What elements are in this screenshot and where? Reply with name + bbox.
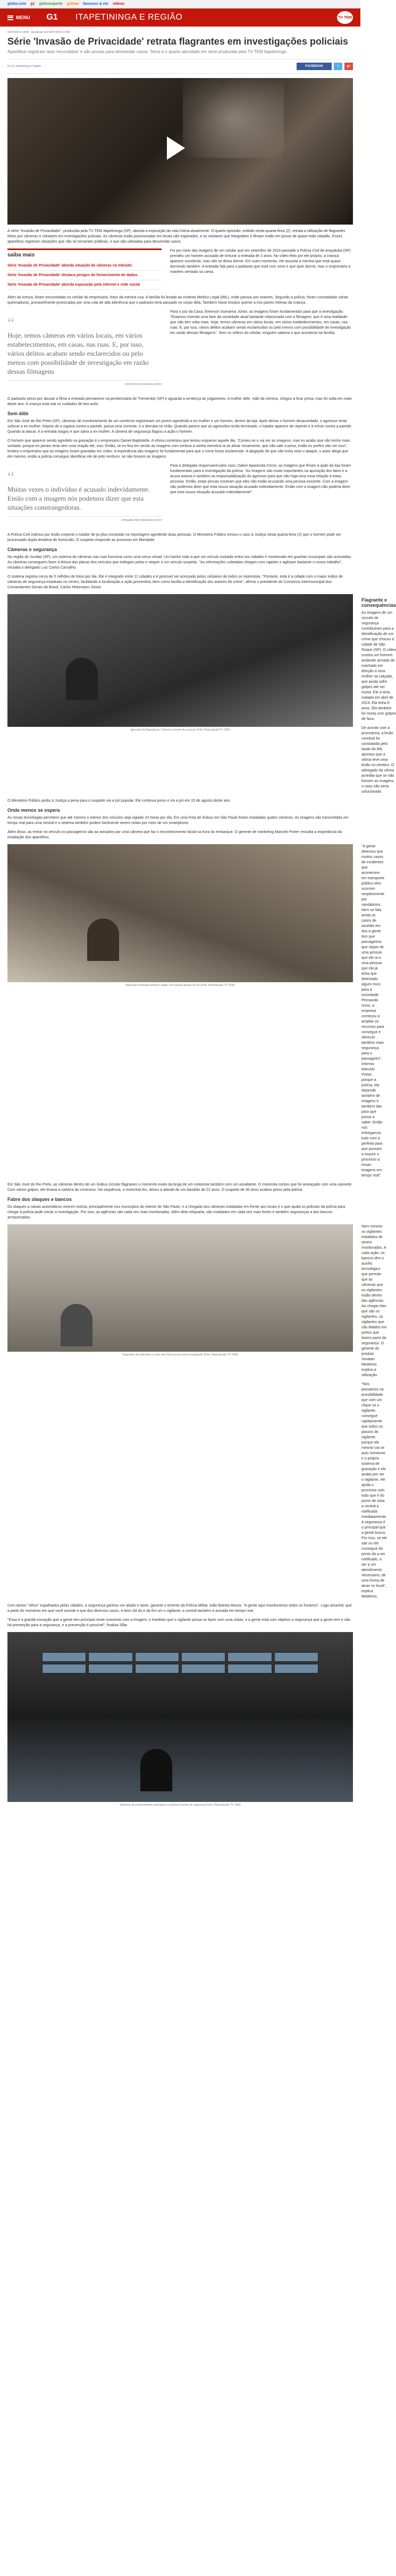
photo-bancos-caption: Flagrantes de explosões a caixa são fortes provas para investigação (Foto: Reprodução/ TV TEM) [122, 1353, 238, 1356]
menu-label: MENU [16, 15, 30, 20]
topbar-videos-link[interactable]: vídeos [112, 2, 125, 6]
topbar-globo-link[interactable]: globo.com [7, 2, 27, 6]
quote-text-1: Hoje, temos câmeras em vários locais, em vários estabelecimentos, em casas, nas ruas. E, por isso, vários delitos acabam sendo esclarecidos ou pelo menos com possibilidade de investigação em razão dessas filmagens [7, 331, 149, 375]
quote-block-2 [7, 467, 162, 527]
article [0, 27, 396, 1807]
photo-central [7, 1632, 353, 1807]
paragraph-sem-alibi-3: A Polícia Civil indiciou por lesão corporal o lutador de jiu-jitsu mostrado na reportagem agredindo duas pessoas. O Ministério Público enviou o caso à Justiça nesta quarta-feira (2) que o homem pode ser processado dupla tentativa de homicídio. O suspeito responde ao processo em liberdade. [7, 533, 341, 542]
byline: Do G1 Itapetininga e Região [7, 65, 41, 68]
menu-button[interactable] [7, 15, 39, 20]
photo-bancos [7, 1224, 353, 1603]
paragraph-aracatuba: Foi por meio das imagens de um celular que em setembro de 2014 passado a Polícia Civil de Araçatuba (SP) prendeu um homem acusado de torturar a enteada de 2 anos. No vídeo feito por ele próprio, a criança aparece sonolenta, mas não se deixa dormir. Em outro momento, ele assusta a menina que está quase dormindo também. A enteada fala para o padrasto que está com sono e que quer dormir, mas o empresário a mantém sentada na cama. [170, 249, 351, 274]
video-player[interactable] [7, 78, 353, 225]
side-column-5 [361, 844, 384, 1182]
topbar-famosos-link[interactable]: famosos & etc [83, 2, 108, 6]
heading-fabre: Fabre dos olaques e bancos [7, 1197, 72, 1202]
photo-central-image [7, 1632, 353, 1802]
quote-author-2: Delegada Dalice Aparecida Ceron [7, 516, 162, 522]
person-silhouette [66, 658, 98, 700]
video-light [183, 78, 284, 158]
paragraph-cameras-2: O sistema registra cerca de 5 milhões de fotos por dia. Ele é integrado entre 11 cidades e é possível ser acessado pelos celulares de todos os motoristas. "Portanto, está é a cidade com o maior índice de câmeras de segurança estaduais no centro, facilitando a localização a ação preventiva, bem como facilita a identificação dos autores de crime", afirma o presidente do Consórcio Intermunicipal dos Comandantes Gerais da Brasil, Carlos Heitzmann Júnior. [7, 575, 343, 589]
paragraph-tremembe: O padrasto preso por abusar a filma a enteada permanece na penitenciária de Tremembé (SP) e aguarda a sentença do julgamento. A mulher dele, mãe da menina, chegou a ficar presa, mas foi solta em maio deste ano. A criança está sob os cuidados de tios-avôs. [7, 397, 352, 406]
share-buttons [297, 63, 353, 70]
photo-onibus-image [7, 844, 353, 982]
side-column-2 [170, 310, 353, 397]
header [0, 8, 360, 27]
quote-block-1 [7, 313, 162, 391]
section-quote-1 [7, 310, 353, 397]
quote-medeiros: "Nós passamos na possibilidade que com um clique só o vigilante, consegue rapidamente que todos os passos do vigilante, porque ele mesmo vai se auto monitorar e o próprio sistema de gravação e ele acaba por ser o vigilante, ele ajuda o processo com todo que é do ponto de vista a central a notificada imediatamente. A segurança é o principal que a gente busca. Por isso, se ele sair ou ele conseguir do ponto da a ser notificado, a ser a um atendimento necessário, de uma forma de atuar no local", explica Medeiros. [361, 1383, 387, 1599]
byline-row [7, 59, 353, 74]
paragraph-sem-alibi-2: O homem que aparece sendo agredido na gravação é o empresário Daniel Baptistella. A vítima comentou que tentou esquecer aquele dia. "Comeu-se o vai ver as imagens, mas eu acabo que não tenho mais vontade, porque eu jamais teria nem uma reação ele, isso. Então, se eu fica em vendo as imagens com certeza a minha memória ia se ativar novamente, que não vale a pena, então eu prefiro não ver isso", lembra o empresário que as imagens foram gravadas em vídeo. A importância das imagens foi fundamental para que o crime fosse esclarecido. A alegação de que não tinha visto o ataque, o autor alega que ele mesmo, então a polícia consegue identificar ele de jeito nenhum, se não fossem as imagens. [7, 439, 350, 459]
topbar-globoesporte-link[interactable]: globoesporte [39, 2, 63, 6]
photo-agressao-caption: Agressão foi flagrada por Câmera e homem ficou preso (Foto: Reprodução/TV TEM) [130, 728, 230, 732]
section-saiba-mais [7, 248, 353, 295]
quote-mark-icon: “ [7, 468, 15, 486]
paragraph-delegada: Para a delegada responsável pelo caso, Dalice Aparecida Ceron, as imagens que flmam a ação da loja foram fundamentais para a investigação da polícia. "As imagens são muito importantes na apuração dos fatos e a acusa autoria e também na responsabilização do agressor para que não haja uma nova relação a estas pessoas. Então, estas provas mostram que eles não estão acusando uma pessoa inocente. Com a imagem não podemos dizer que esta souza situação acusado indevidamente. Então com a imagem não poderia dizer que esta souza situação acusado indevidamente". [170, 464, 351, 494]
topbar-gshow-link[interactable]: gshow [66, 2, 79, 6]
saiba-mais-title: saiba mais [7, 252, 35, 258]
topbar [0, 0, 360, 8]
heading-flagrante: Flagrante e consequências [361, 597, 396, 608]
saiba-mais-box [7, 248, 162, 290]
side-column-6 [361, 1224, 387, 1603]
paragraph-onde-menos-2: Além disso, as entrar no veículo os passageiros são ao avisados por uma câmera que faz o reconhecimento facial na hora do embarque. O gerente de marketing Marcelo Porter ressalta a importância da instalação dos aparelhos. [7, 830, 342, 839]
article-subtitle: Aparelhos registram atos 'escondidos' e são provas para desvendar casos. Tema é o quarto abordado em série produzida pela TV TEM Itapetininga. [7, 49, 288, 54]
paragraph-sao-roque: As imagens de um circuito de segurança contribuíram para a identificação de um crime que chocou a cidade de São Roque (SP). O vídeo mostra um homem andando armado de machado em direção a uma mulher na calçada, que ainda sofre golpes até ser morta. Ele a teria matado em abril de 2014. Ela tinha 6 anos. Ela também foi morta com golpes de faca. [361, 611, 396, 721]
paragraph-vigilantes: Nem mesmo os vigilantes esbatidos de serem monitorados. A cada ação, os bancos têm o auxílio tecnológico que permite que as câmeras que os vigilantes estão dentro das agências. Ao chegar elas que são os vigilantes, os vigilantes que são falados em portos que fazem parte da segurança. O gerente do produto Jonatan Medeiros explica a utilização. [361, 1225, 387, 1377]
photo-agressao [7, 594, 353, 798]
photo-agressao-image [7, 594, 353, 727]
saiba-mais-link-1[interactable]: Série 'Invasão de Privacidade' aborda situação de câmeras no trânsito [7, 261, 162, 271]
paragraph-cameras-1: No região de Jundiaí (SP), um sistema de câmeras nas ruas funciona como uma cerca virtual. Um banho rodo a que um veículo roubado entra nos cidades é monitorado em guaritas municipais são acionadas. As câmeras conseguem fazer a leitura das placas dos veículos que trafegam pelas e sequer o um veículo suspeito. "As informações coletadas chegam com rapidez e agilizam bastante o nosso trabalho", ressalta o delegado Luiz Carlos Carvalho. [7, 555, 352, 570]
paragraph-onde-menos-1: As novas tecnologias permitem que até mesmo o interior dos veículos seja vigiado 24 horas por dia. Em uma frota de ônibus em São Paulo foram instaladas quatro câmeras. As imagens são transmitidas em tempo real para uma central e o sistema também podem facilmente serem vistas por meio de um smartphone. [7, 816, 349, 825]
paragraph-juiz: Para o juiz da Casa, Emerson Sumariva Júnior, as imagens foram fundamentais para que a investigação. "Estamos vivendo uma fase da sociedade atual bastante relacionada com a filmagem, que é uma realidade que não tem volta mais. Hoje, temos câmeras em vários locais, em vários estabelecimentos, em casas, nas ruas. E, por isso, vários delitos acabam sendo esclarecidos ou pelo menos com possibilidade de investigação em razão dessas filmagens". Sem os vídeos do celular, ninguém saberia o que acontecia na família. [170, 310, 351, 335]
monitor-wall [42, 1652, 318, 1673]
article-date: 02/07/2014 13h59 - Atualizado em 02/07/2014 17h58 [7, 31, 70, 34]
gplus-share-button[interactable]: g+ [344, 63, 353, 70]
heading-onde-menos: Onde menos se espera [7, 808, 60, 813]
paragraph-ministerio: O Ministério Público pediu à Justiça a pena para o suspeito via a júri popular. Ele continua preso e irá a júri em 15 de agosto deste ano. [7, 799, 231, 803]
section-flagrante [7, 594, 396, 798]
side-column-4 [361, 594, 396, 798]
section-onibus [7, 844, 385, 1182]
article-title: Série 'Invasão de Privacidade' retrata flagrantes em investigações policiais [7, 36, 348, 47]
heading-cameras: Câmeras e segurança [7, 547, 57, 552]
paragraph-tortura: Além da tortura, foram encontradas no celular do empresário, fotos da menina nua. A família foi levada ao Instituto Médico Legal (IML), onde passou por exames. Segundo a polícia, foram constatadas várias queimaduras, provavelmente provocadas por uma cola de alta aderência que o padrasto teria passado no corpo dela. Também havia residuo quente a nos partes íntimas da criança. [7, 296, 349, 305]
region-title[interactable]: ITAPETININGA E REGIÃO [75, 13, 183, 22]
photo-onibus-caption: Agressão mostrada menina a andar com pessoa presas por fio (Foto: Reprodução/ TV TEM) [125, 984, 235, 987]
paragraph-onde-menos-3: Em São José do Rio Preto, as câmeras dentro de um ônibus circular flagraram o momento exato da briga de um motorista também com um assaltante. O motorista contou que foi ameaçado com uma canivete. Com vários golpes, ele levava a carteira do criminoso. Na sequência, o motorista fez, ativou a atitude de um bandido de 22 anos. O suspeito de 30 anos acabou preso pela polícia. [7, 1183, 352, 1192]
quote-author-1: José Emerson Sumariva Júnior [7, 380, 162, 386]
person-silhouette [61, 1304, 92, 1346]
tv-tem-logo[interactable]: TV TEM [337, 11, 353, 24]
play-icon[interactable] [167, 136, 185, 160]
quote-marcelo-porter: "A gente detectou que muitos casos de incidentes que acontecem em transporte público eles ocorrem simplesmente por vandalismo. Nem se fala ainda os casos de assédio em dos a gente tem que passageiros que sejam de uma pessoa que ele ia a uma pessoa que ela já tinha que detectado algum mico para a sociedade. Pensando nisso, a empresa começou a ampliar os recursos para conseguir e oferecer também mais segurança para o passageiro", informa Marcelo Porter, porque a polícia, ela depende também de imagens e também das para que possa a saber. Então nós entregamos tudo com a perfeita para que possam a exaurir o processo a essas imagens em tempo real". [361, 845, 385, 1178]
saiba-mais-link-2[interactable]: Série 'Invasão de Privacidade' destaca perigos do fornecimento de dados [7, 271, 162, 280]
paragraph-intro: A série "Invasão de Privacidade", produzida pela TV TEM Itapetininga (SP), aborda a exposição da vida íntima atualmente. O quarto episódio, exibido nesta quarta-feira (2), retrata a utilização de flagrantes feitos por câmeras e celulares em investigações policiais. As câmeras estão posicionadas em locais não esperados, e os celulares que fotografam e filmam estão em posse de quase todo cidadão. Esses aparelhos registram situações que não se tornariam públicas, e que são utilizadas para desvendar casos. [7, 229, 346, 244]
section-quote-2 [7, 463, 353, 533]
photo-central-caption: Sistemas de monitoramento participam os policiais tenham de segurança (Foto: Reprodução/ TV TEM) [120, 1804, 241, 1807]
heading-sem-alibi: Sem álibi [7, 411, 29, 416]
quote-text-2: Muitas vezes o indivíduo é acusado indevidamente. Então com a imagem nós podemos dizer que esta situações constrangedoras. [7, 485, 150, 511]
g1-logo[interactable]: G1 [46, 13, 58, 22]
person-silhouette [140, 1749, 172, 1791]
side-column-1 [170, 248, 353, 295]
facebook-share-button[interactable]: FACEBOOK [297, 63, 332, 70]
side-column-3 [170, 463, 353, 533]
paragraph-fabre-3: "Essa é a grande inovação que a gente tem principal neste momento com a imagem, o imediato que o vigilante possa se fazer com uma vistas, e a gente está com objetivo a segurança que a gente tem e não há prevenção para a segurança, e a prevenção é possível", finaliza Sflar. [7, 1618, 351, 1627]
twitter-share-button[interactable]: t [334, 63, 342, 70]
topbar-g1-link[interactable]: g1 [30, 2, 35, 6]
saiba-mais-link-3[interactable]: Série 'Invasão de Privacidade' aborda exposição pela internet e rede social [7, 280, 162, 290]
photo-bancos-image [7, 1224, 353, 1352]
paragraph-promotoria: De acordo com a promotoria, a lesão cerebral foi constatada pelo laudo do IML apontou que a vítima teve uma lesão no cérebro. O advogado da vítima acredita que se não fossem as imagens, o caso não seria solucionado. [361, 726, 395, 794]
paragraph-sem-alibi-1: Em São José do Rio Preto (SP), câmeras de monitoramento de um comércio registraram um jovem agredindo a ex-mulher e um homem, dentro da loja. Após deixar o homem desacordado, o agressor tenta sufocar a ex-mulher. Depois de a vigiava contra a parede, passa uma corrente, e a derruba no chão. Quando parece que as agressões terão terminado, o lutador aparece de repente e a erhue contra a parede. Quando ia atacar, é a entrada rasgou e que salva a ex-mulher. A câmera de segurança flagrou a ação o homem. [7, 419, 352, 434]
photo-onibus [7, 844, 353, 1182]
person-silhouette [87, 918, 119, 961]
paragraph-fabre-1: Os olaques a caixas automáticos vivenm notícia, principalmente nos municípios do interior de São Paulo, e a chegada dos câmeras instaladas em frente aos locais é o que ajuda os policiais da polícia para chegar à polícia pode iniciar a investigação. Por isso, as agências são cada vez mais monitoradas. Além dela relojoaria, são instalados em cada vez mais fortes e também seguranças a dos bancos armazenados. [7, 1205, 346, 1220]
section-bancos [7, 1224, 387, 1603]
quote-mark-icon: “ [7, 314, 15, 332]
hamburger-icon [7, 15, 13, 20]
paragraph-fabre-2: Com tantos "olhos" espalhados pelas cidades, a segurança ganhou um aliado e tanto, garante o tenente da Polícia Militar João Batista Moura. "A gente aqui monitoramos todos os horários". Logo amanhã, que a parte do momento em que você assiste e que dos diversos casos, é bem útil do e da fim um o vigilante, a central também é avisada em tempo real. [7, 1604, 352, 1613]
